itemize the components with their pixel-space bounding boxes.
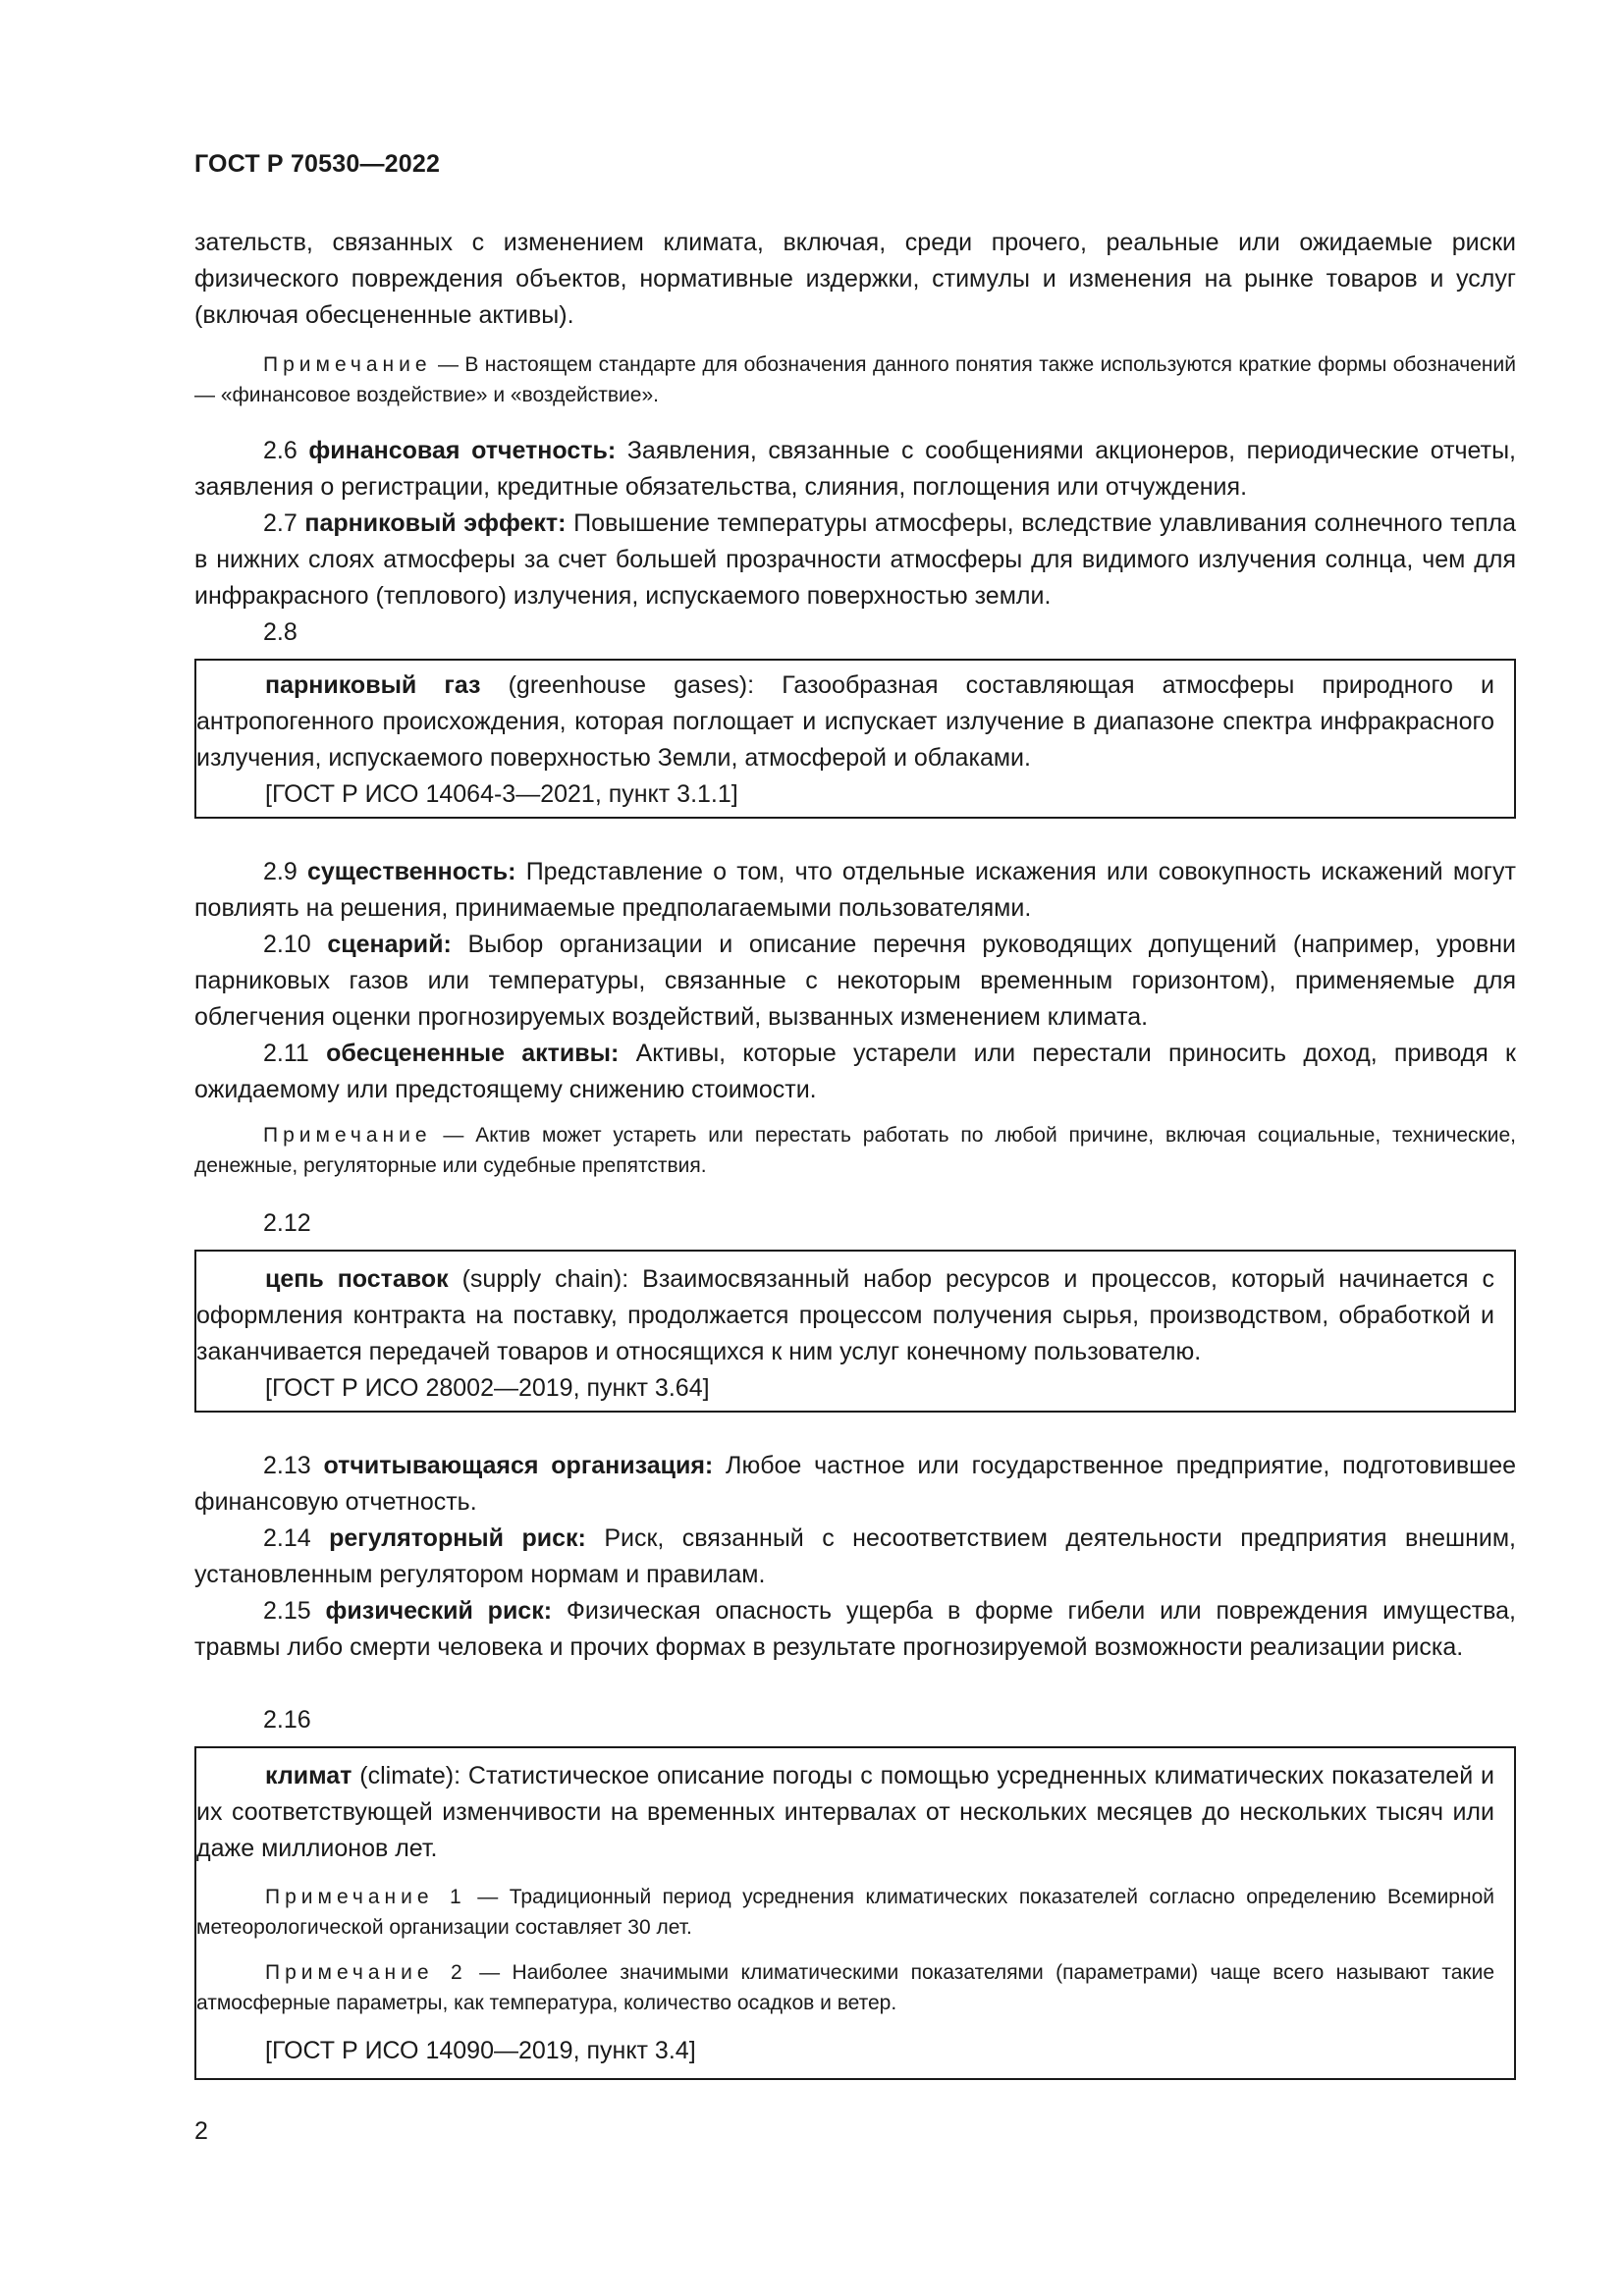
note-text: — Актив может устареть или перестать работать по любой причине, включая социальные, технические, денежные, регуляторные или судебные препятствия. [194,1124,1516,1177]
term-2-14 [194,1521,1516,1593]
term-2-15 [194,1593,1516,1666]
term-definition: Представление о том, что отдельные искажения или совокупность искажений могут повлиять на решения, принимаемые предполагаемыми пользователями. [194,858,1516,922]
term-2-8-number: 2.8 [263,618,298,646]
term-title: существенность: [306,858,516,885]
note-prefix: Примечание [263,353,432,376]
term-title: парниковый газ [265,671,481,699]
continuation-paragraph: зательств, связанных с изменением климата, включая, среди прочего, реальные или ожидаемые риски физического повреждения объектов, нормативные издержки, стимулы и изменения на рынке товаров и услуг (включая обесцененные активы). [194,229,1516,329]
note-text: — В настоящем стандарте для обозначения данного понятия также используются краткие формы обозначений — «финансовое воздействие» и «воздействие». [194,353,1516,406]
term-2-13 [194,1448,1516,1521]
term-title: физический риск: [325,1597,553,1625]
term-number: 2.9 [263,858,298,885]
term-title: парниковый эффект: [304,509,567,537]
note-prefix: Примечание [263,1124,432,1147]
term-reference: [ГОСТ Р ИСО 14090—2019, пункт 3.4] [265,2037,696,2064]
term-2-12-box [194,1250,1516,1413]
page-number: 2 [194,2117,208,2145]
term-definition: Заявления, связанные с сообщениями акционеров, периодические отчеты, заявления о регистрации, кредитные обязательства, слияния, поглощения или отчуждения. [194,437,1516,501]
term-2-7 [194,506,1516,614]
term-title: обесцененные активы: [326,1040,620,1067]
term-english: (supply chain): [448,1265,629,1293]
term-definition: Статистическое описание погоды с помощью усредненных климатических показателей и их соответствующей изменчивости на временных интервалах от нескольких месяцев до нескольких тысяч или даже миллионов лет. [196,1762,1494,1862]
term-definition: Выбор организации и описание перечня руководящих допущений (например, уровни парниковых газов или температуры, связанные с некоторым временным горизонтом), применяемые для облегчения оценки прогнозируемых воздействий, вызванных изменением климата. [194,931,1516,1031]
term-2-12-number: 2.12 [263,1209,311,1237]
term-title: климат [265,1762,352,1789]
term-title: отчитывающаяся организация: [323,1452,714,1479]
term-definition: Активы, которые устарели или перестали приносить доход, приводя к ожидаемому или предстоящему снижению стоимости. [194,1040,1516,1103]
term-2-8-box [194,659,1516,819]
term-number: 2.13 [263,1452,311,1479]
term-reference: [ГОСТ Р ИСО 28002—2019, пункт 3.64] [265,1374,710,1402]
term-reference: [ГОСТ Р ИСО 14064-3—2021, пункт 3.1.1] [265,780,738,808]
term-number: 2.7 [263,509,298,537]
note-text: — Наиболее значимыми климатическими показателями (параметрами) чаще всего называют такие атмосферные параметры, как температура, количество осадков и ветер. [196,1961,1494,2014]
note-paragraph [196,1882,1494,1943]
term-2-16-number: 2.16 [263,1706,311,1734]
term-english: (greenhouse gases): [480,671,755,699]
term-2-16-box [194,1746,1516,2080]
term-number: 2.11 [263,1040,309,1067]
term-number: 2.14 [263,1524,311,1552]
term-number: 2.6 [263,437,298,464]
term-2-9 [194,854,1516,927]
note-paragraph [196,1957,1494,2018]
term-2-16 [196,1758,1494,1867]
term-definition: Повышение температуры атмосферы, вследствие улавливания солнечного тепла в нижних слоях атмосферы за счет большей прозрачности атмосферы для видимого излучения солнца, чем для инфракрасного (теплового) излучения, испускаемого поверхностью земли. [194,509,1516,610]
term-definition: Газообразная составляющая атмосферы природного и антропогенного происхождения, которая поглощает и испускает излучение в диапазоне спектра инфракрасного излучения, испускаемого поверхностью Земли, атмосферой и облаками. [196,671,1495,772]
term-number: 2.15 [263,1597,311,1625]
document-header: ГОСТ Р 70530—2022 [194,150,441,178]
note-prefix: Примечание 1 [265,1886,466,1908]
term-english: (climate): [352,1762,461,1789]
term-2-11 [194,1036,1516,1108]
term-definition: Взаимосвязанный набор ресурсов и процессов, который начинается с оформления контракта на поставку, продолжается процессом получения сырья, производством, обработкой и заканчивается передачей товаров и относящихся к ним услуг конечному пользователю. [196,1265,1494,1365]
term-definition: Любое частное или государственное предприятие, подготовившее финансовую отчетность. [194,1452,1516,1516]
term-title: цепь поставок [265,1265,449,1293]
term-2-12 [196,1261,1494,1370]
term-2-6 [194,433,1516,506]
term-number: 2.10 [263,931,311,958]
note-prefix: Примечание 2 [265,1961,467,1984]
term-definition: Риск, связанный с несоответствием деятельности предприятия внешним, установленным регулятором нормам и правилам. [194,1524,1516,1588]
term-title: сценарий: [327,931,452,958]
note-paragraph [194,349,1516,410]
term-2-10 [194,927,1516,1036]
term-title: регуляторный риск: [329,1524,586,1552]
note-paragraph [194,1120,1516,1181]
note-text: — Традиционный период усреднения климатических показателей согласно определению Всемирной метеорологической организации составляет 30 лет. [196,1886,1494,1939]
term-2-8 [196,667,1494,776]
term-definition: Физическая опасность ущерба в форме гибели или повреждения имущества, травмы либо смерти человека и прочих формах в результате прогнозируемой возможности реализации риска. [194,1597,1516,1661]
term-title: финансовая отчетность: [308,437,617,464]
